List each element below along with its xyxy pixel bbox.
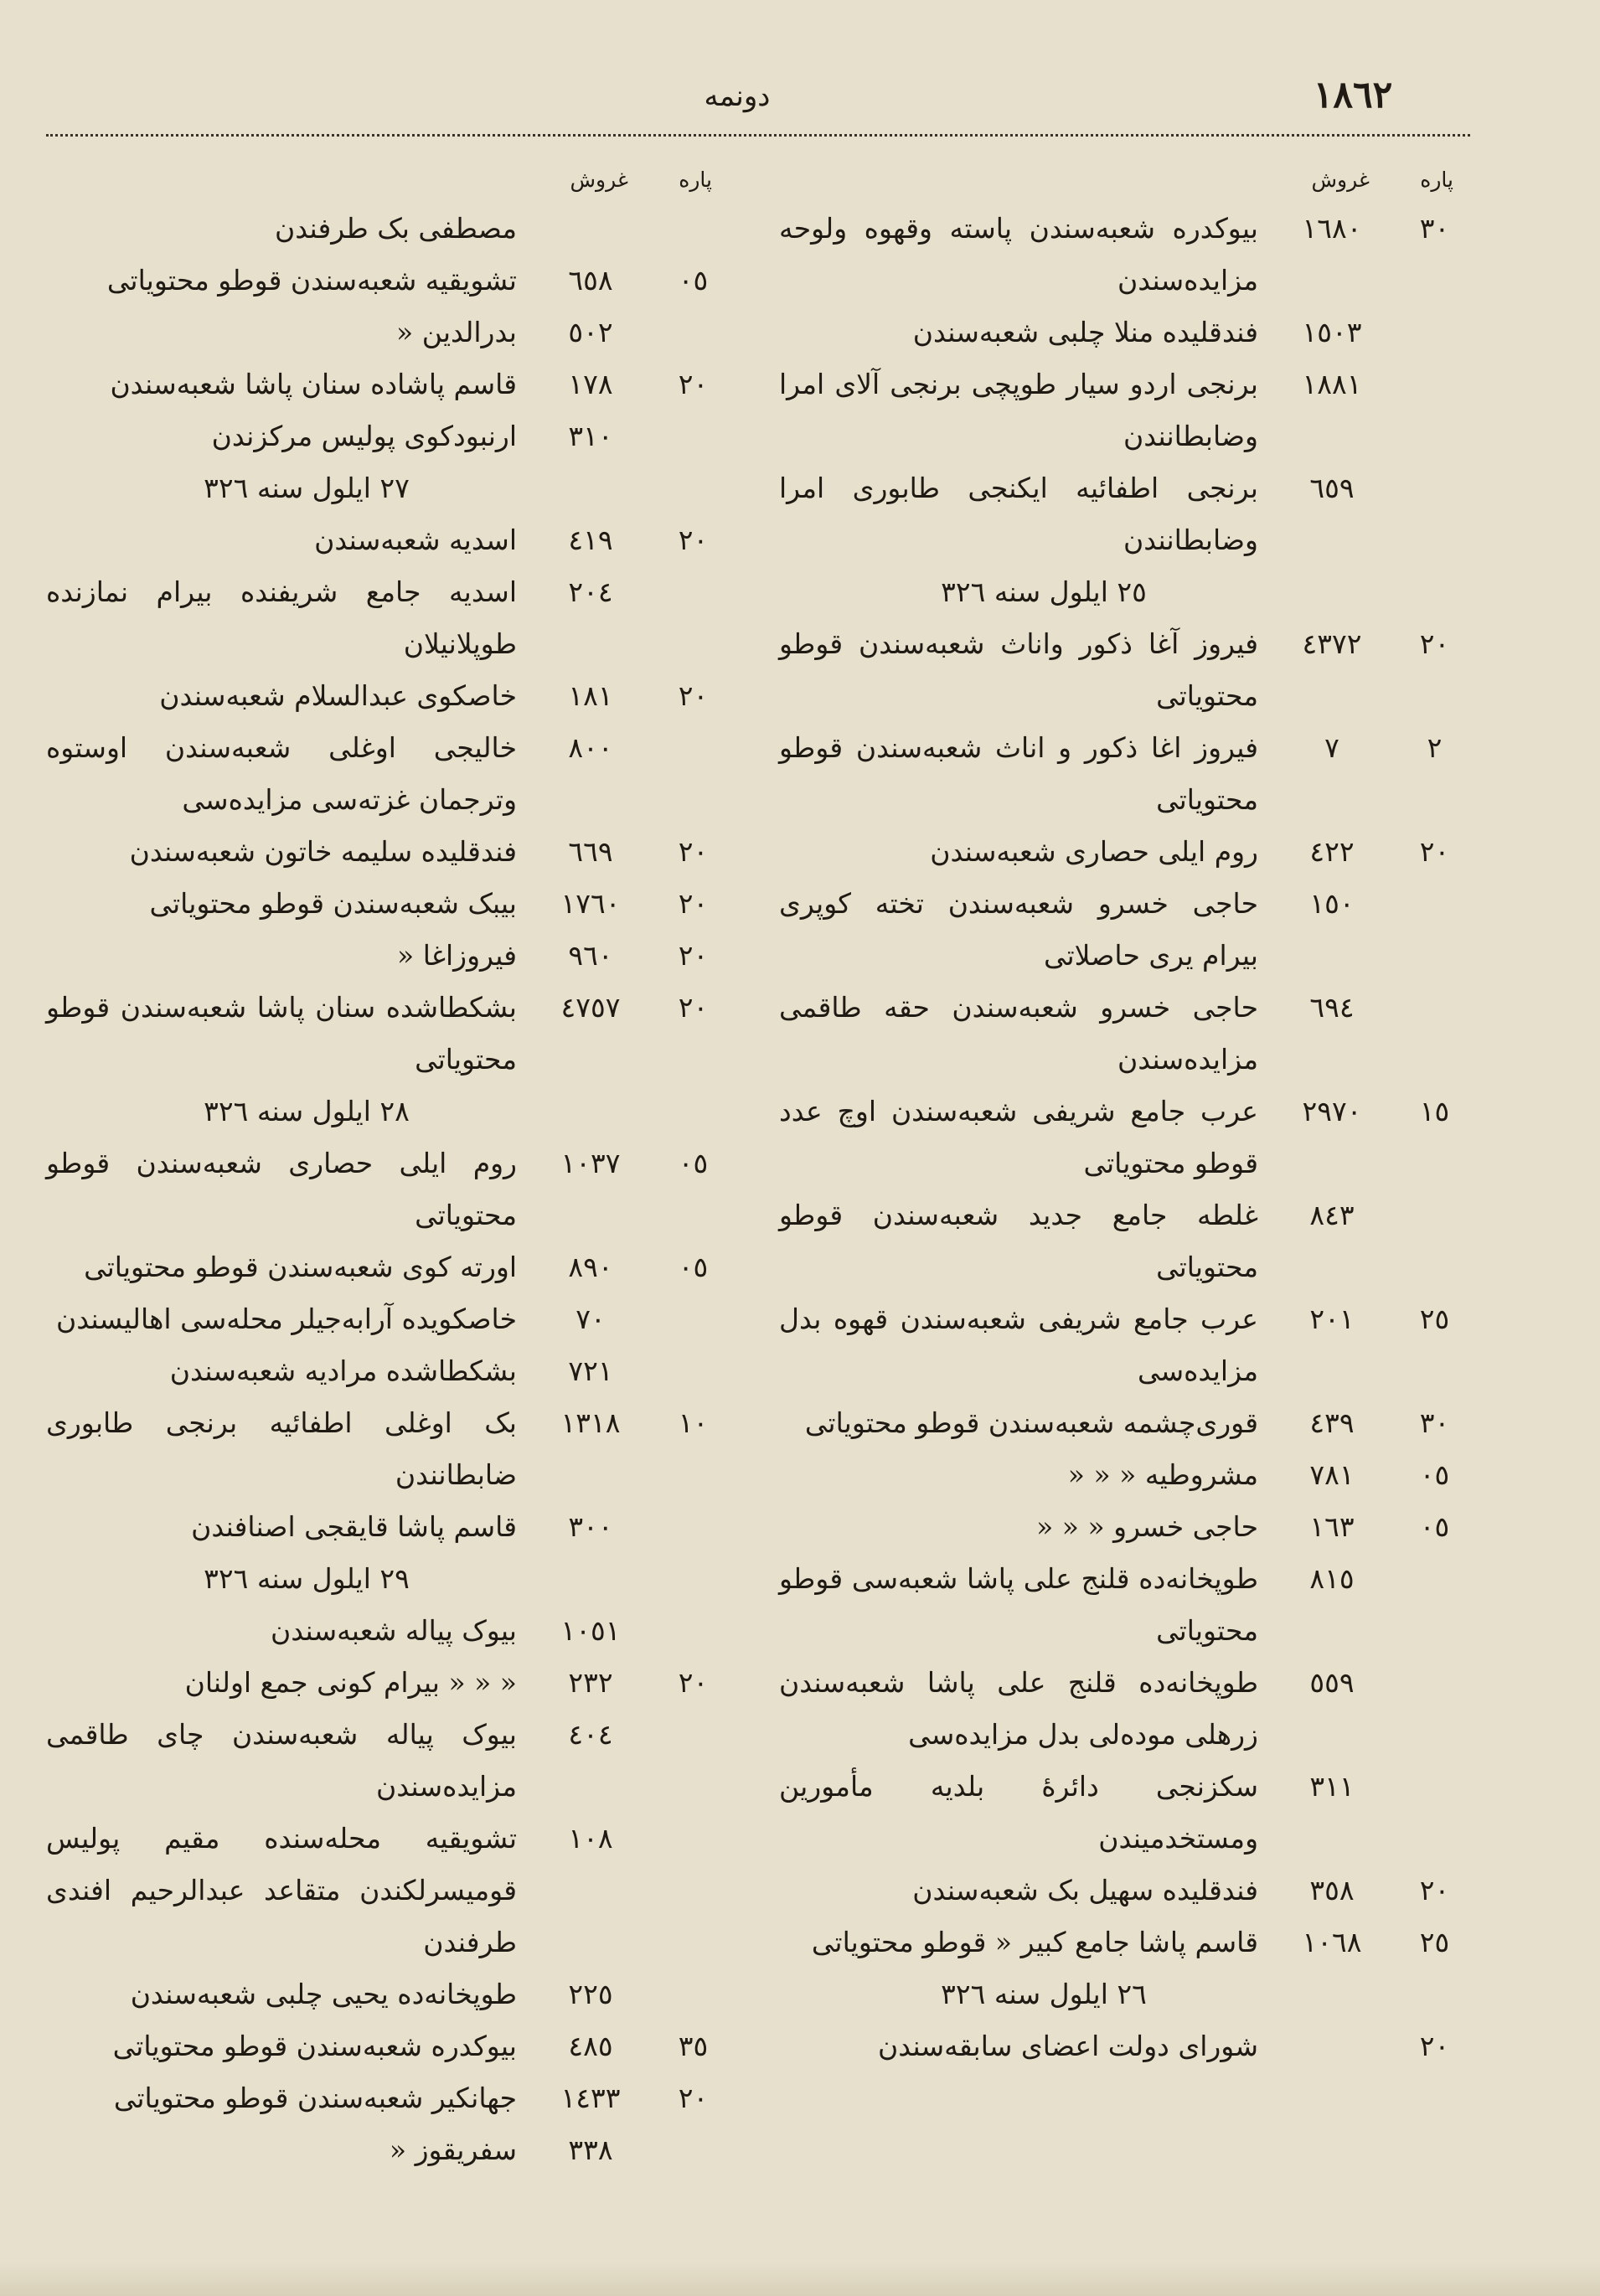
date-heading: ٢٨ ایلول سنه ٣٢٦ bbox=[204, 1095, 410, 1127]
entry-description: برنجی اردو سیار طوپچی برنجی آلای امرا وضابطانندن bbox=[779, 368, 1258, 452]
entry-description: بیوک پیاله شعبه‌سندن bbox=[270, 1614, 517, 1647]
ledger-entry bbox=[779, 1449, 1474, 1501]
entry-description: فندقلیده منلا چلبی شعبه‌سندن bbox=[912, 316, 1258, 348]
ledger-entry bbox=[46, 359, 733, 410]
para-heading: پاره bbox=[679, 168, 712, 192]
entry-description: جهانکیر شعبه‌سندن قوطو محتویاتی bbox=[113, 2082, 517, 2114]
ledger-entry bbox=[779, 1865, 1474, 1917]
gurus-heading: غروش bbox=[570, 168, 628, 192]
gurus-amount: ٢٣٢ bbox=[568, 1666, 613, 1699]
ledger-entry bbox=[46, 1345, 733, 1397]
ledger-entry bbox=[779, 359, 1474, 462]
ledger-entry bbox=[46, 1553, 733, 1605]
para-amount: ٢٥ bbox=[1419, 1303, 1450, 1335]
para-amount: ٢٠ bbox=[1419, 2030, 1450, 2062]
para-heading: پاره bbox=[1420, 168, 1453, 192]
entry-description: فیروز آغا ذکور واناث شعبه‌سندن قوطو محتویاتی bbox=[779, 627, 1258, 712]
ledger-entry bbox=[46, 566, 733, 670]
gurus-amount: ٨٩٠ bbox=[568, 1251, 613, 1283]
gurus-heading: غروش bbox=[1311, 168, 1370, 192]
gurus-amount: ٣٣٨ bbox=[568, 2133, 613, 2166]
left-column-heading bbox=[46, 159, 733, 203]
ledger-entry bbox=[46, 670, 733, 722]
entry-description: حاجی خسرو « « « bbox=[1036, 1510, 1258, 1543]
entry-description: حاجی خسرو شعبه‌سندن حقه طاقمی مزایده‌سندن bbox=[779, 991, 1258, 1076]
ledger-entry bbox=[46, 982, 733, 1086]
para-amount: ٢٠ bbox=[678, 991, 709, 1024]
gurus-amount: ٤٣٧٢ bbox=[1302, 627, 1362, 660]
gurus-amount: ١٥٠٣ bbox=[1302, 316, 1362, 348]
ledger-entry bbox=[46, 1813, 733, 1968]
gurus-amount: ٥٥٩ bbox=[1309, 1666, 1355, 1699]
ledger-entry bbox=[46, 410, 733, 462]
entry-description: فیروزاغا « bbox=[397, 939, 517, 972]
gurus-amount: ٢٠١ bbox=[1309, 1303, 1355, 1335]
ledger-entry bbox=[779, 1917, 1474, 1968]
entry-description: خالیجی اوغلی شعبه‌سندن اوستوه وترجمان غزته‌سی مزایده‌سی bbox=[46, 731, 517, 816]
entry-description: قاسم پاشا جامع کبیر « قوطو محتویاتی bbox=[811, 1926, 1258, 1958]
ledger-entry bbox=[46, 1605, 733, 1657]
ledger-entry bbox=[779, 618, 1474, 722]
ledger-entry bbox=[46, 1968, 733, 2020]
entry-description: شورای دولت اعضای سابقه‌سندن bbox=[878, 2030, 1258, 2062]
entry-description: قاسم پاشا قایقجی اصنافندن bbox=[191, 1510, 517, 1543]
page-edge bbox=[0, 2262, 1600, 2296]
para-amount: ٢٠ bbox=[678, 368, 709, 400]
entry-description: روم ایلی حصاری شعبه‌سندن قوطو محتویاتی bbox=[46, 1147, 517, 1231]
ledger-entry bbox=[779, 462, 1474, 566]
ledger-entry bbox=[779, 203, 1474, 307]
ledger-entry bbox=[779, 307, 1474, 359]
para-amount: ٠٥ bbox=[1419, 1510, 1450, 1543]
entry-description: خاصکوی عبدالسلام شعبه‌سندن bbox=[159, 679, 517, 712]
entry-description: اسدیه شعبه‌سندن bbox=[314, 524, 517, 556]
ledger-entry bbox=[46, 826, 733, 878]
gurus-amount: ١٦٨٠ bbox=[1302, 212, 1362, 245]
entry-description: خاصکویده آرابه‌جیلر محله‌سی اهالیسندن bbox=[56, 1303, 517, 1335]
gurus-amount: ٤٧٥٧ bbox=[560, 991, 621, 1024]
gurus-amount: ٧٨١ bbox=[1309, 1458, 1355, 1491]
ledger-entry bbox=[46, 1138, 733, 1241]
ledger-entry bbox=[46, 1086, 733, 1138]
right-column-heading bbox=[779, 159, 1474, 203]
para-amount: ٢ bbox=[1427, 731, 1443, 764]
entry-description: طوپخانه‌ده یحیی چلبی شعبه‌سندن bbox=[130, 1978, 517, 2010]
entry-description: بشکطاشده مرادیه شعبه‌سندن bbox=[169, 1354, 517, 1387]
para-amount: ٢٠ bbox=[678, 835, 709, 868]
entry-description: غلطه جامع جدید شعبه‌سندن قوطو محتویاتی bbox=[779, 1199, 1258, 1283]
para-amount: ٠٥ bbox=[678, 1147, 709, 1179]
ledger-entry bbox=[779, 1189, 1474, 1293]
para-amount: ٢٠ bbox=[678, 524, 709, 556]
gurus-amount: ١٤٣٣ bbox=[560, 2082, 621, 2114]
para-amount: ٢٠ bbox=[678, 887, 709, 920]
gurus-amount: ٣١٠ bbox=[568, 420, 613, 452]
gurus-amount: ٣١١ bbox=[1309, 1770, 1355, 1803]
ledger-entry bbox=[46, 722, 733, 826]
gurus-amount: ٤٨٥ bbox=[568, 2030, 613, 2062]
ledger-entry bbox=[46, 307, 733, 359]
page-number: ١٨٦٢ bbox=[1313, 74, 1393, 116]
gurus-amount: ١٠٦٨ bbox=[1302, 1926, 1362, 1958]
date-heading: ٢٦ ایلول سنه ٣٢٦ bbox=[941, 1978, 1147, 2010]
gurus-amount: ٦٥٨ bbox=[568, 264, 613, 297]
left-column bbox=[46, 159, 733, 2262]
entry-description: قاسم پاشاده سنان پاشا شعبه‌سندن bbox=[110, 368, 517, 400]
ledger-entry bbox=[46, 1709, 733, 1813]
para-amount: ٠٥ bbox=[678, 1251, 709, 1283]
para-amount: ٢٠ bbox=[678, 1666, 709, 1699]
gurus-amount: ٦٩٤ bbox=[1309, 991, 1355, 1024]
entry-description: طوپخانه‌ده قلنج علی پاشا شعبه‌سندن زرهلی موده‌لی بدل مزایده‌سی bbox=[779, 1666, 1258, 1751]
gurus-amount: ٨١٥ bbox=[1309, 1562, 1355, 1595]
entry-description: بیوکدره شعبه‌سندن قوطو محتویاتی bbox=[112, 2030, 517, 2062]
ledger-entry bbox=[46, 2020, 733, 2072]
ledger-entry bbox=[779, 982, 1474, 1086]
ledger-entry bbox=[779, 566, 1474, 618]
para-amount: ٣٠ bbox=[1419, 1406, 1450, 1439]
ledger-entry bbox=[779, 1657, 1474, 1761]
ledger-entry bbox=[779, 1397, 1474, 1449]
date-heading: ٢٩ ایلول سنه ٣٢٦ bbox=[204, 1562, 410, 1595]
entry-description: بیوک پیاله شعبه‌سندن چای طاقمی مزایده‌سندن bbox=[46, 1718, 517, 1803]
gurus-amount: ١٥٠ bbox=[1309, 887, 1355, 920]
entry-description: حاجی خسرو شعبه‌سندن تخته کوپری بیرام یری حاصلاتی bbox=[779, 887, 1258, 972]
para-amount: ٢٠ bbox=[678, 2082, 709, 2114]
ledger-entry bbox=[779, 2020, 1474, 2072]
gurus-amount: ٥٠٢ bbox=[568, 316, 613, 348]
para-amount: ٣٠ bbox=[1419, 212, 1450, 245]
entry-description: قوری‌چشمه شعبه‌سندن قوطو محتویاتی bbox=[804, 1406, 1258, 1439]
ledger-entry bbox=[46, 930, 733, 982]
gurus-amount: ١٨٨١ bbox=[1302, 368, 1362, 400]
ledger-entry bbox=[779, 1968, 1474, 2020]
gurus-amount: ١٧٦٠ bbox=[560, 887, 621, 920]
entry-description: مصطفی بک طرفندن bbox=[274, 212, 517, 245]
ledger-entry bbox=[46, 203, 733, 255]
para-amount: ١٠ bbox=[678, 1406, 709, 1439]
entry-description: بدرالدین « bbox=[396, 316, 517, 348]
entry-description: فیروز اغا ذکور و اناث شعبه‌سندن قوطو محتویاتی bbox=[779, 731, 1258, 816]
entry-description: سکزنجی دائرۀ بلدیه مأمورین ومستخدمیندن bbox=[779, 1770, 1258, 1855]
para-amount: ٣٥ bbox=[678, 2030, 709, 2062]
date-heading: ٢٥ ایلول سنه ٣٢٦ bbox=[941, 575, 1147, 608]
entry-description: بک اوغلی اطفائیه برنجی طابوری ضابطانندن bbox=[46, 1406, 517, 1491]
gurus-amount: ٤١٩ bbox=[568, 524, 613, 556]
right-column bbox=[779, 159, 1474, 2262]
para-amount: ٢٠ bbox=[678, 939, 709, 972]
right-entry-list bbox=[779, 203, 1474, 2072]
ledger-entry bbox=[779, 1761, 1474, 1865]
gurus-amount: ١٠٥١ bbox=[560, 1614, 621, 1647]
gurus-amount: ٣٠٠ bbox=[568, 1510, 613, 1543]
entry-description: « « « بیرام کونی جمع اولنان bbox=[184, 1666, 517, 1699]
para-amount: ٢٠ bbox=[1419, 835, 1450, 868]
page-title: دونمه bbox=[704, 80, 771, 113]
gurus-amount: ١٦٣ bbox=[1309, 1510, 1355, 1543]
ledger-entry bbox=[779, 878, 1474, 982]
gurus-amount: ٢٢٥ bbox=[568, 1978, 613, 2010]
gurus-amount: ١٠٣٧ bbox=[560, 1147, 621, 1179]
ledger-entry bbox=[46, 255, 733, 307]
para-amount: ٢٥ bbox=[1419, 1926, 1450, 1958]
para-amount: ٠٥ bbox=[678, 264, 709, 297]
entry-description: بیبک شعبه‌سندن قوطو محتویاتی bbox=[149, 887, 517, 920]
entry-description: تشویقیه محله‌سنده مقیم پولیس قومیسرلکندن متقاعد عبدالرحیم افندی طرفندن bbox=[46, 1822, 517, 1958]
gurus-amount: ٤٠٤ bbox=[568, 1718, 613, 1751]
gurus-amount: ١٨١ bbox=[568, 679, 613, 712]
ledger-entry bbox=[46, 2072, 733, 2124]
ledger-entry bbox=[46, 1241, 733, 1293]
ledger-entry bbox=[46, 1293, 733, 1345]
ledger-entry bbox=[46, 514, 733, 566]
left-entry-list bbox=[46, 203, 733, 2176]
entry-description: فندقلیده سهیل بک شعبه‌سندن bbox=[912, 1874, 1258, 1906]
entry-description: عرب جامع شریفی شعبه‌سندن اوچ عدد قوطو محتویاتی bbox=[779, 1095, 1258, 1179]
entry-description: تشویقیه شعبه‌سندن قوطو محتویاتی bbox=[106, 264, 517, 297]
entry-description: مشروطیه « « « bbox=[1067, 1458, 1258, 1491]
entry-description: سفریقوز « bbox=[389, 2133, 517, 2166]
entry-description: فندقلیده سلیمه خاتون شعبه‌سندن bbox=[129, 835, 517, 868]
gurus-amount: ٤٢٢ bbox=[1309, 835, 1355, 868]
entry-description: روم ایلی حصاری شعبه‌سندن bbox=[930, 835, 1258, 868]
ledger-entry bbox=[779, 1501, 1474, 1553]
entry-description: اسدیه جامع شریفنده بیرام نمازنده طوپلانیلان bbox=[46, 575, 517, 660]
gurus-amount: ٤٣٩ bbox=[1309, 1406, 1355, 1439]
header-rule bbox=[46, 134, 1470, 137]
entry-description: بشکطاشده سنان پاشا شعبه‌سندن قوطو محتویاتی bbox=[46, 991, 517, 1076]
entry-description: بیوکدره شعبه‌سندن پاسته وقهوه ولوحه مزایده‌سندن bbox=[779, 212, 1258, 297]
gurus-amount: ٩٦٠ bbox=[568, 939, 613, 972]
ledger-entry bbox=[46, 1397, 733, 1501]
entry-description: طوپخانه‌ده قلنج علی پاشا شعبه‌سی قوطو محتویاتی bbox=[779, 1562, 1258, 1647]
ledger-entry bbox=[46, 1501, 733, 1553]
gurus-amount: ٨٤٣ bbox=[1309, 1199, 1355, 1231]
ledger-entry bbox=[779, 722, 1474, 826]
gurus-amount: ٣٥٨ bbox=[1309, 1874, 1355, 1906]
gurus-amount: ٢٠٤ bbox=[568, 575, 613, 608]
ledger-entry bbox=[779, 826, 1474, 878]
gurus-amount: ٨٠٠ bbox=[568, 731, 613, 764]
entry-description: ارنبودکوی پولیس مرکزندن bbox=[211, 420, 517, 452]
ledger-entry bbox=[46, 462, 733, 514]
para-amount: ٢٠ bbox=[1419, 627, 1450, 660]
date-heading: ٢٧ ایلول سنه ٣٢٦ bbox=[204, 472, 410, 504]
gurus-amount: ٦٦٩ bbox=[568, 835, 613, 868]
gurus-amount: ٧٠ bbox=[575, 1303, 606, 1335]
gurus-amount: ١٠٨ bbox=[568, 1822, 613, 1855]
gurus-amount: ١٧٨ bbox=[568, 368, 613, 400]
para-amount: ١٥ bbox=[1419, 1095, 1450, 1127]
entry-description: اورته کوی شعبه‌سندن قوطو محتویاتی bbox=[84, 1251, 517, 1283]
gurus-amount: ٦٥٩ bbox=[1309, 472, 1355, 504]
ledger-entry bbox=[779, 1086, 1474, 1189]
para-amount: ٢٠ bbox=[678, 679, 709, 712]
gurus-amount: ٧٢١ bbox=[568, 1354, 613, 1387]
ledger-entry bbox=[46, 1657, 733, 1709]
ledger-entry bbox=[779, 1293, 1474, 1397]
para-amount: ٠٥ bbox=[1419, 1458, 1450, 1491]
entry-description: عرب جامع شریفی شعبه‌سندن قهوه بدل مزایده‌سی bbox=[779, 1303, 1258, 1387]
ledger-entry bbox=[779, 1553, 1474, 1657]
entry-description: برنجی اطفائیه ایکنجی طابوری امرا وضابطانندن bbox=[779, 472, 1258, 556]
ledger-entry bbox=[46, 2124, 733, 2176]
gurus-amount: ١٣١٨ bbox=[560, 1406, 621, 1439]
gurus-amount: ٧ bbox=[1324, 731, 1339, 764]
para-amount: ٢٠ bbox=[1419, 1874, 1450, 1906]
gurus-amount: ٢٩٧٠ bbox=[1302, 1095, 1362, 1127]
ledger-entry bbox=[46, 878, 733, 930]
